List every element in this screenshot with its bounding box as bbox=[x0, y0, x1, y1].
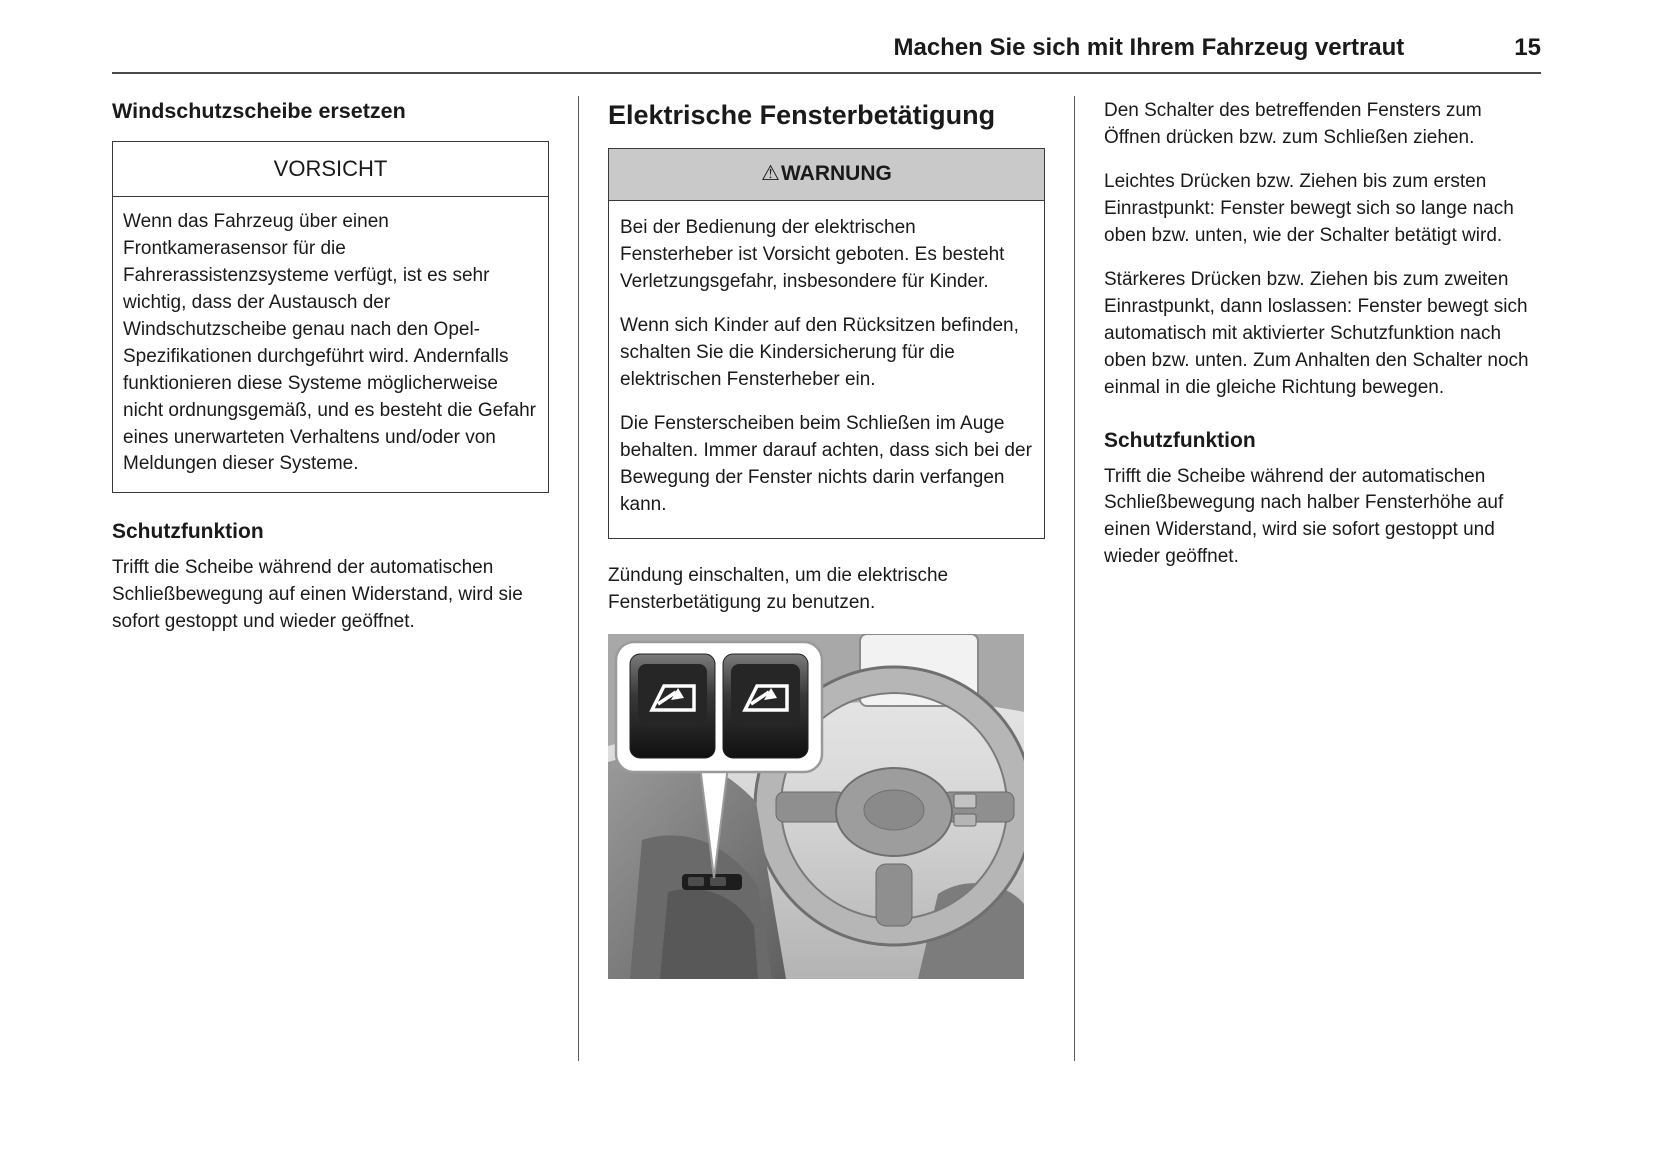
content-columns bbox=[112, 96, 1541, 1061]
column-divider-right bbox=[1074, 96, 1075, 1061]
window-switch-right bbox=[723, 654, 808, 758]
paragraph-schalter-oeffnen: Den Schalter des betreffenden Fensters zum Öffnen drücken bzw. zum Schließen ziehen. bbox=[1104, 100, 1482, 148]
subheading-schutzfunktion-right: Schutzfunktion bbox=[1104, 428, 1256, 452]
heading-windschutzscheibe: Windschutzscheibe ersetzen bbox=[112, 99, 406, 123]
paragraph-schutzfunktion-left: Trifft die Scheibe während der automatischen Schließbewegung auf einen Widerstand, wird sie sofort gestoppt und wieder geöffnet. bbox=[112, 557, 523, 633]
caution-box-title: VORSICHT bbox=[113, 142, 548, 197]
window-switch-left bbox=[630, 654, 715, 758]
door-window-switch-unit bbox=[682, 874, 742, 890]
heading-elektrische-fensterbetaetigung: Elektrische Fensterbetätigung bbox=[608, 100, 996, 130]
paragraph-staerkeres-druecken: Stärkeres Drücken bzw. Ziehen bis zum zweiten Einrastpunkt, dann loslassen: Fenster bewegt sich automatisch mit aktivierter Schutzfunktion nach oben bzw. unten. Zum Anhalten den Schalter noch einmal in die gleiche Richtung bewegen. bbox=[1104, 268, 1529, 398]
warning-box bbox=[608, 148, 1045, 539]
caution-box-body: Wenn das Fahrzeug über einen Frontkamerasensor für die Fahrerassistenzsysteme verfügt, ist es sehr wichtig, dass der Austausch der Windschutzscheibe genau nach den Opel-Spezifikationen durchgeführt wird. Andernfalls funktionieren diese Systeme möglicherweise nicht ordnungsgemäß, und es besteht die Gefahr eines unerwarteten Verhaltens und/oder von Meldungen dieser Systeme. bbox=[123, 210, 536, 475]
warning-paragraph-1: Bei der Bedienung der elektrischen Fensterheber ist Vorsicht geboten. Es besteht Verletzungsgefahr, insbesondere für Kinder. bbox=[620, 217, 1005, 293]
warning-box-title bbox=[609, 149, 1044, 201]
paragraph-zuendung: Zündung einschalten, um die elektrische Fensterbetätigung zu benutzen. bbox=[608, 564, 949, 613]
warning-paragraph-2: Wenn sich Kinder auf den Rücksitzen befinden, schalten Sie die Kindersicherung für die elektrischen Fensterheber ein. bbox=[620, 315, 1019, 390]
column-right bbox=[1104, 96, 1541, 1061]
warning-paragraph-3: Die Fensterscheiben beim Schließen im Auge behalten. Immer darauf achten, dass sich bei der Bewegung der Fenster nichts darin verfangen kann. bbox=[620, 412, 1032, 515]
warning-box-body bbox=[609, 201, 1044, 538]
column-left bbox=[112, 96, 549, 1061]
paragraph-leichtes-druecken: Leichtes Drücken bzw. Ziehen bis zum ersten Einrastpunkt: Fenster bewegt sich so lange nach oben bzw. unten, wie der Schalter betätigt wird. bbox=[1104, 170, 1514, 246]
column-divider-left bbox=[578, 96, 579, 1061]
chapter-title: Machen Sie sich mit Ihrem Fahrzeug vertraut bbox=[893, 34, 1405, 61]
warning-box-title-text: WARNUNG bbox=[781, 162, 892, 186]
paragraph-schutzfunktion-right: Trifft die Scheibe während der automatischen Schließbewegung nach halber Fensterhöhe auf einen Widerstand, wird sie sofort gestoppt und wieder geöffnet. bbox=[1104, 465, 1504, 568]
page-header bbox=[112, 34, 1541, 74]
warning-triangle-icon: ⚠ bbox=[761, 162, 780, 186]
column-middle bbox=[608, 96, 1045, 1061]
caution-box bbox=[112, 141, 549, 494]
page-number: 15 bbox=[1514, 34, 1541, 61]
window-controls-figure bbox=[608, 634, 1024, 979]
subheading-schutzfunktion-left: Schutzfunktion bbox=[112, 520, 264, 544]
window-controls-photo bbox=[608, 634, 1024, 979]
